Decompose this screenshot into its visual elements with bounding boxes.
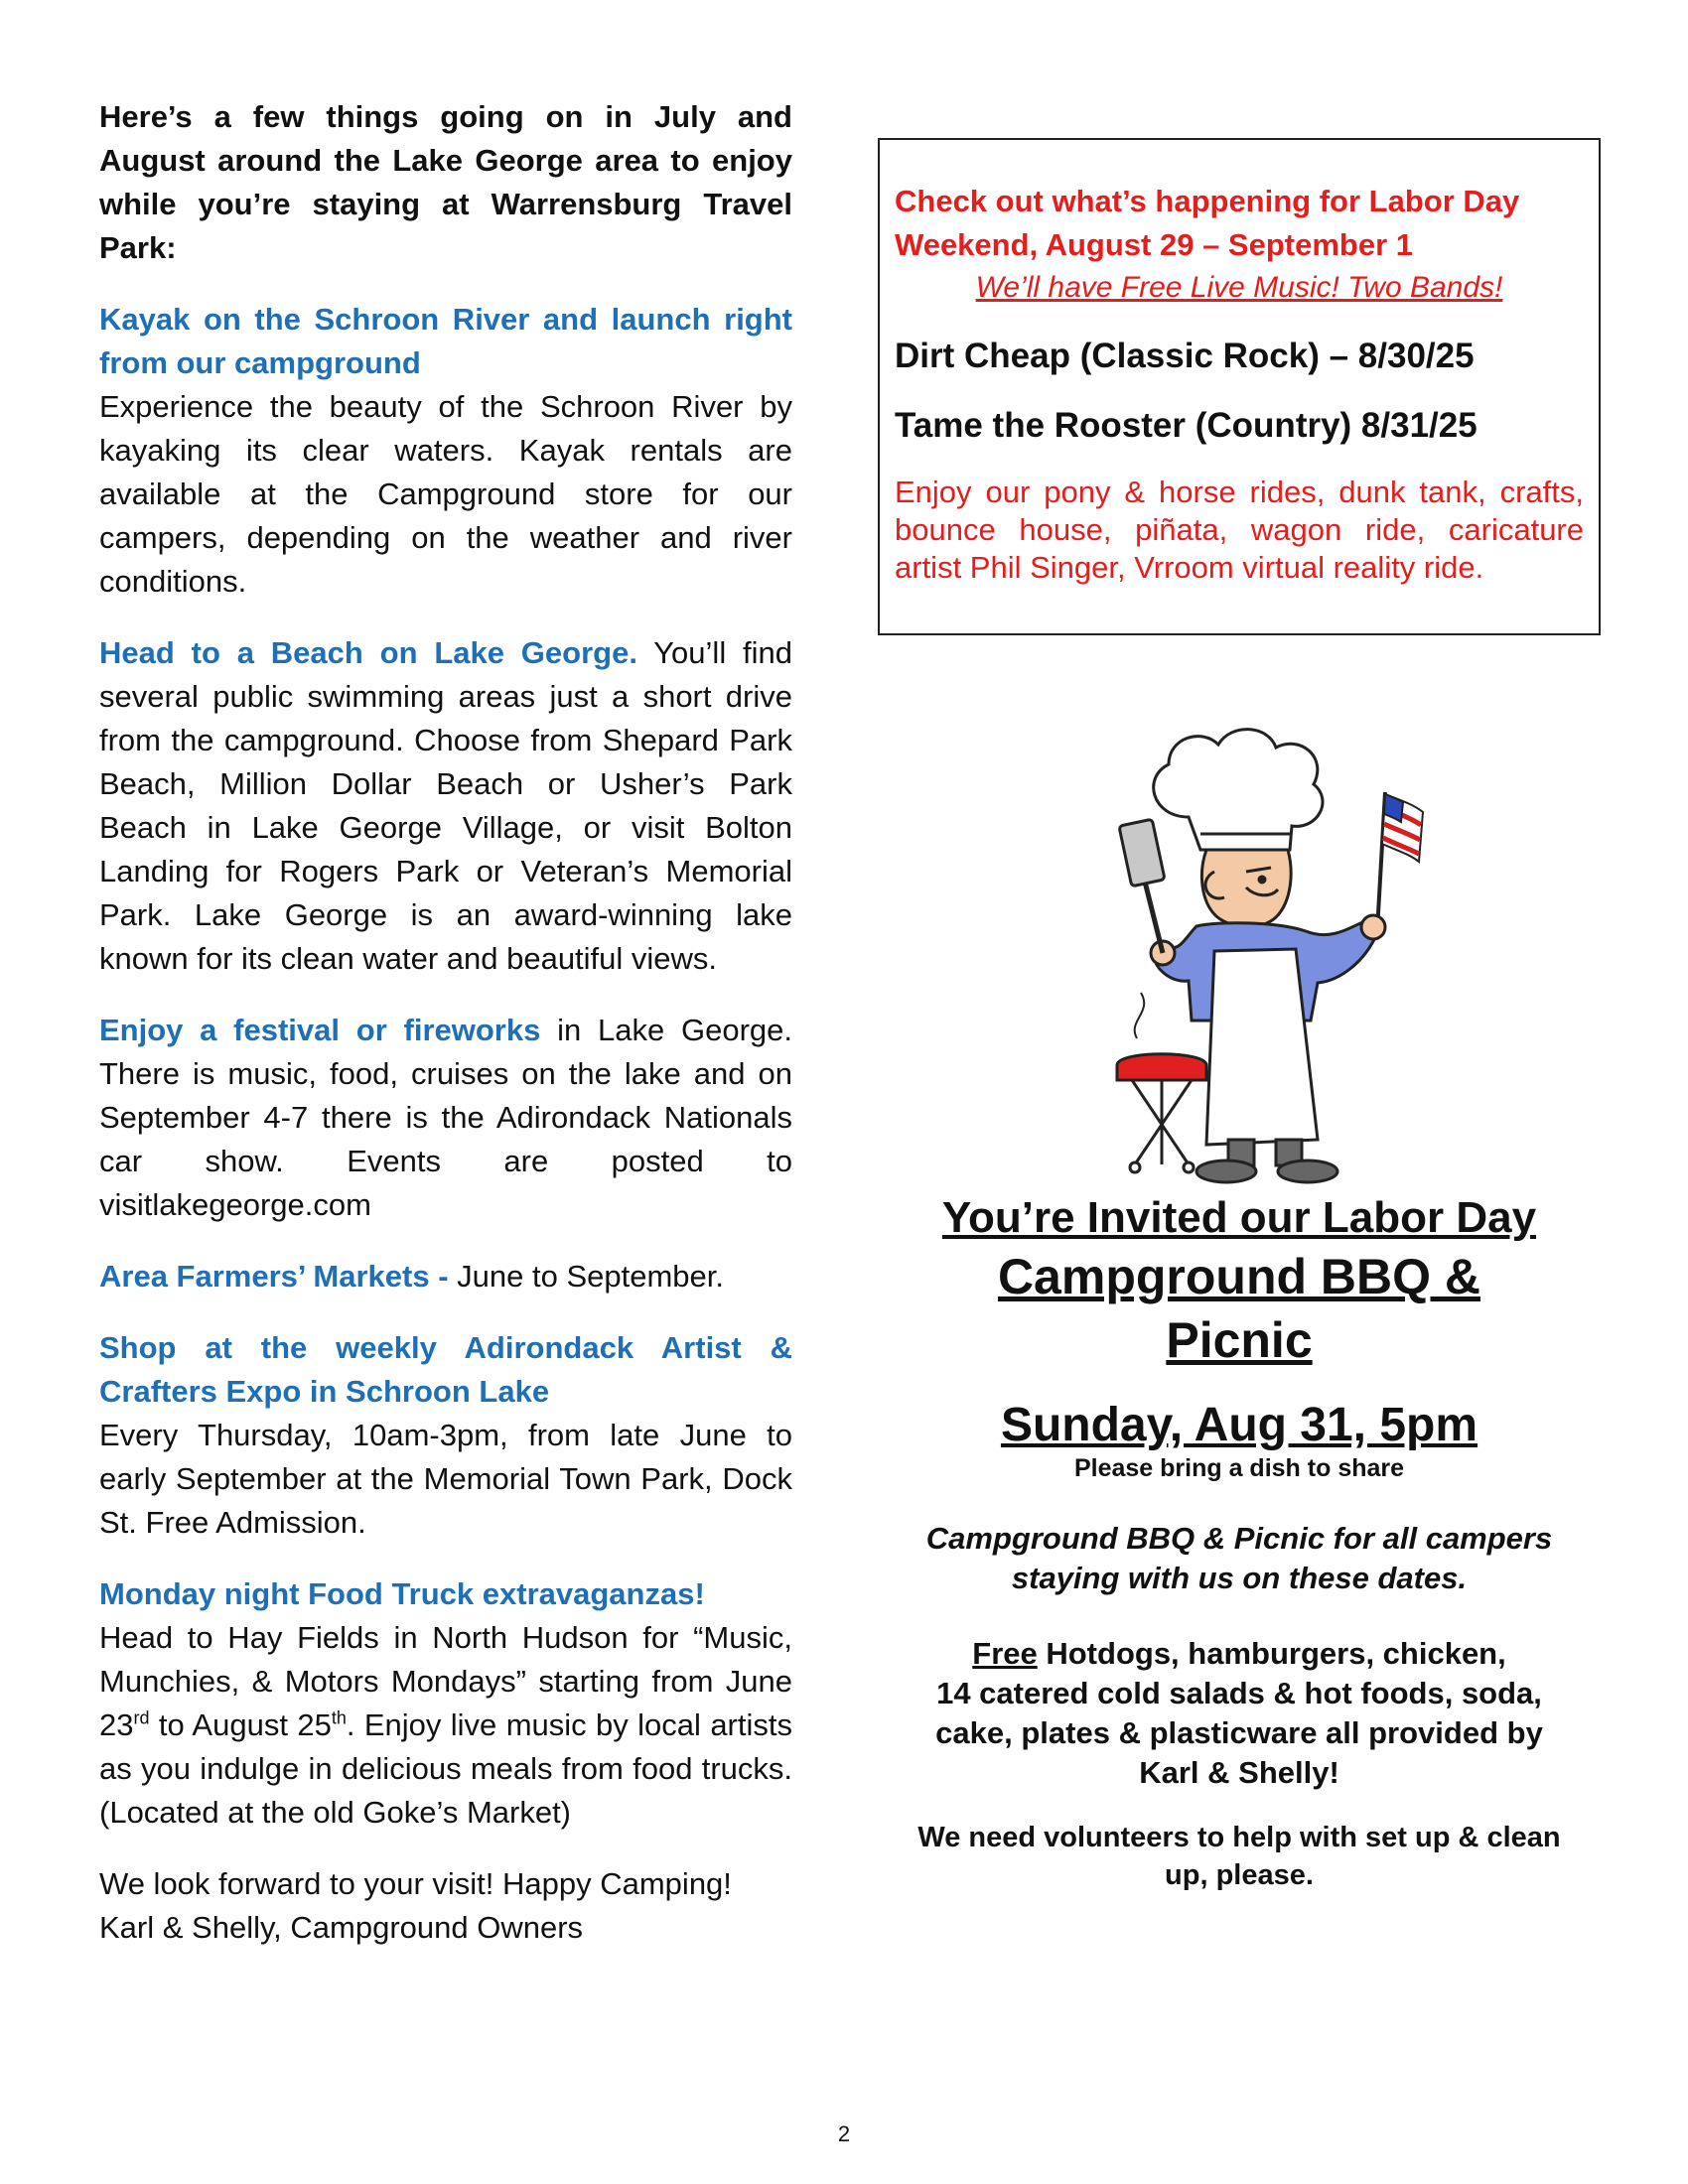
foodtruck-body-2: to August 25 [149,1707,332,1742]
invite-dish-note: Please bring a dish to share [1073,1454,1405,1482]
closing-line-1: We look forward to your visit! Happy Camping! [99,1866,732,1901]
invite-free-line-2: 14 catered cold salads & hot foods, soda, [936,1676,1542,1710]
spatula-icon [1119,819,1165,953]
invite-free-items [878,1634,1601,1793]
intro-paragraph: Here’s a few things going on in July and August around the Lake George area to enjoy while you’re staying at Warrensburg Travel Park: [99,99,792,265]
page-number: 2 [837,2121,851,2146]
invite-date: Sunday, Aug 31, 5pm [1000,1399,1478,1451]
invite-volunteers-line-1: We need volunteers to help with set up & clean [917,1822,1561,1853]
invite-free-line-4: Karl & Shelly! [1139,1755,1339,1790]
festival-section [99,1009,792,1227]
invite-free-line-1: Hotdogs, hamburgers, chicken, [1037,1636,1506,1671]
invite-free-line-3: cake, plates & plasticware all provided by [935,1715,1543,1750]
bbq-invitation [878,1191,1601,1894]
expo-body: Every Thursday, 10am-3pm, from late June to early September at the Memorial Town Park, Dock St. Free Admission. [99,1418,792,1540]
foodtruck-sup-1: rd [133,1707,150,1728]
beach-body: You’ll find several public swimming areas just a short drive from the campground. Choose from Shepard Park Beach, Million Dollar Beach or Usher’s Park Beach in Lake George Village, or visit Bolton Landing for Rogers Park or Veteran’s Memorial Park. Lake George is an award-winning lake known for its clean water and beautiful views. [99,635,793,976]
chef-hat-icon [1154,730,1323,850]
kayak-title: Kayak on the Schroon River and launch right from our campground [99,302,792,380]
farmers-body: June to September. [448,1259,724,1294]
invite-desc-line-2: staying with us on these dates. [1011,1561,1468,1595]
kayak-section [99,298,792,604]
expo-section [99,1326,792,1545]
invite-description [878,1519,1601,1598]
foodtruck-section [99,1572,792,1835]
festival-title: Enjoy a festival or fireworks [99,1013,541,1047]
festival-body: in Lake George. There is music, food, cruises on the lake and on September 4-7 there is the Adirondack Nationals car show. Events are posted to visitlakegeorge.com [99,1013,793,1222]
notice-activities: Enjoy our pony & horse rides, dunk tank, crafts, bounce house, piñata, wagon ride, caricature artist Phil Singer, Vrroom virtual reality ride. [895,475,1584,585]
beach-section [99,631,792,981]
invite-desc-line-1: Campground BBQ & Picnic for all campers [925,1521,1553,1556]
chef-legs-icon [1196,1140,1337,1182]
invite-volunteers [878,1819,1601,1894]
foodtruck-title: Monday night Food Truck extravaganzas! [99,1576,705,1611]
closing [99,1862,792,1950]
farmers-section [99,1255,792,1298]
closing-line-2: Karl & Shelly, Campground Owners [99,1910,584,1945]
invite-line-3: Picnic [1166,1312,1313,1368]
farmers-title: Area Farmers’ Markets - [99,1259,449,1294]
chef-face-icon [1201,850,1291,927]
notice-heading: Check out what’s happening for Labor Day Weekend, August 29 – September 1 [895,184,1520,262]
labor-day-notice-box [878,138,1601,635]
foodtruck-body-1: Head to Hay Fields in North Hudson for “Music, Munchies, & Motors Mondays” starting from June 23 [99,1620,792,1742]
expo-title: Shop at the weekly Adirondack Artist & Crafters Expo in Schroon Lake [99,1330,792,1409]
invite-volunteers-line-2: up, please. [1165,1859,1314,1891]
left-column [99,95,792,1950]
foodtruck-sup-2: th [331,1707,347,1728]
invite-line-1: You’re Invited our Labor Day [941,1193,1537,1242]
beach-title: Head to a Beach on Lake George. [99,635,637,670]
band-2: Tame the Rooster (Country) 8/31/25 [895,406,1477,445]
foodtruck-body-3: . Enjoy live music by local artists as you indulge in delicious meals from food trucks. (Located at the old Goke’s Market) [99,1707,792,1830]
american-flag-icon [1377,792,1423,931]
band-1: Dirt Cheap (Classic Rock) – 8/30/25 [895,337,1475,375]
kayak-body: Experience the beauty of the Schroon River by kayaking its clear waters. Kayak rentals are available at the Campground store for our campers, depending on the weather and river conditions. [99,389,792,599]
invite-line-2: Campground BBQ & [997,1249,1481,1304]
notice-subheading: We’ll have Free Live Music! Two Bands! [975,271,1503,304]
invite-free-word: Free [972,1636,1038,1671]
bbq-chef-illustration [1097,723,1425,1189]
